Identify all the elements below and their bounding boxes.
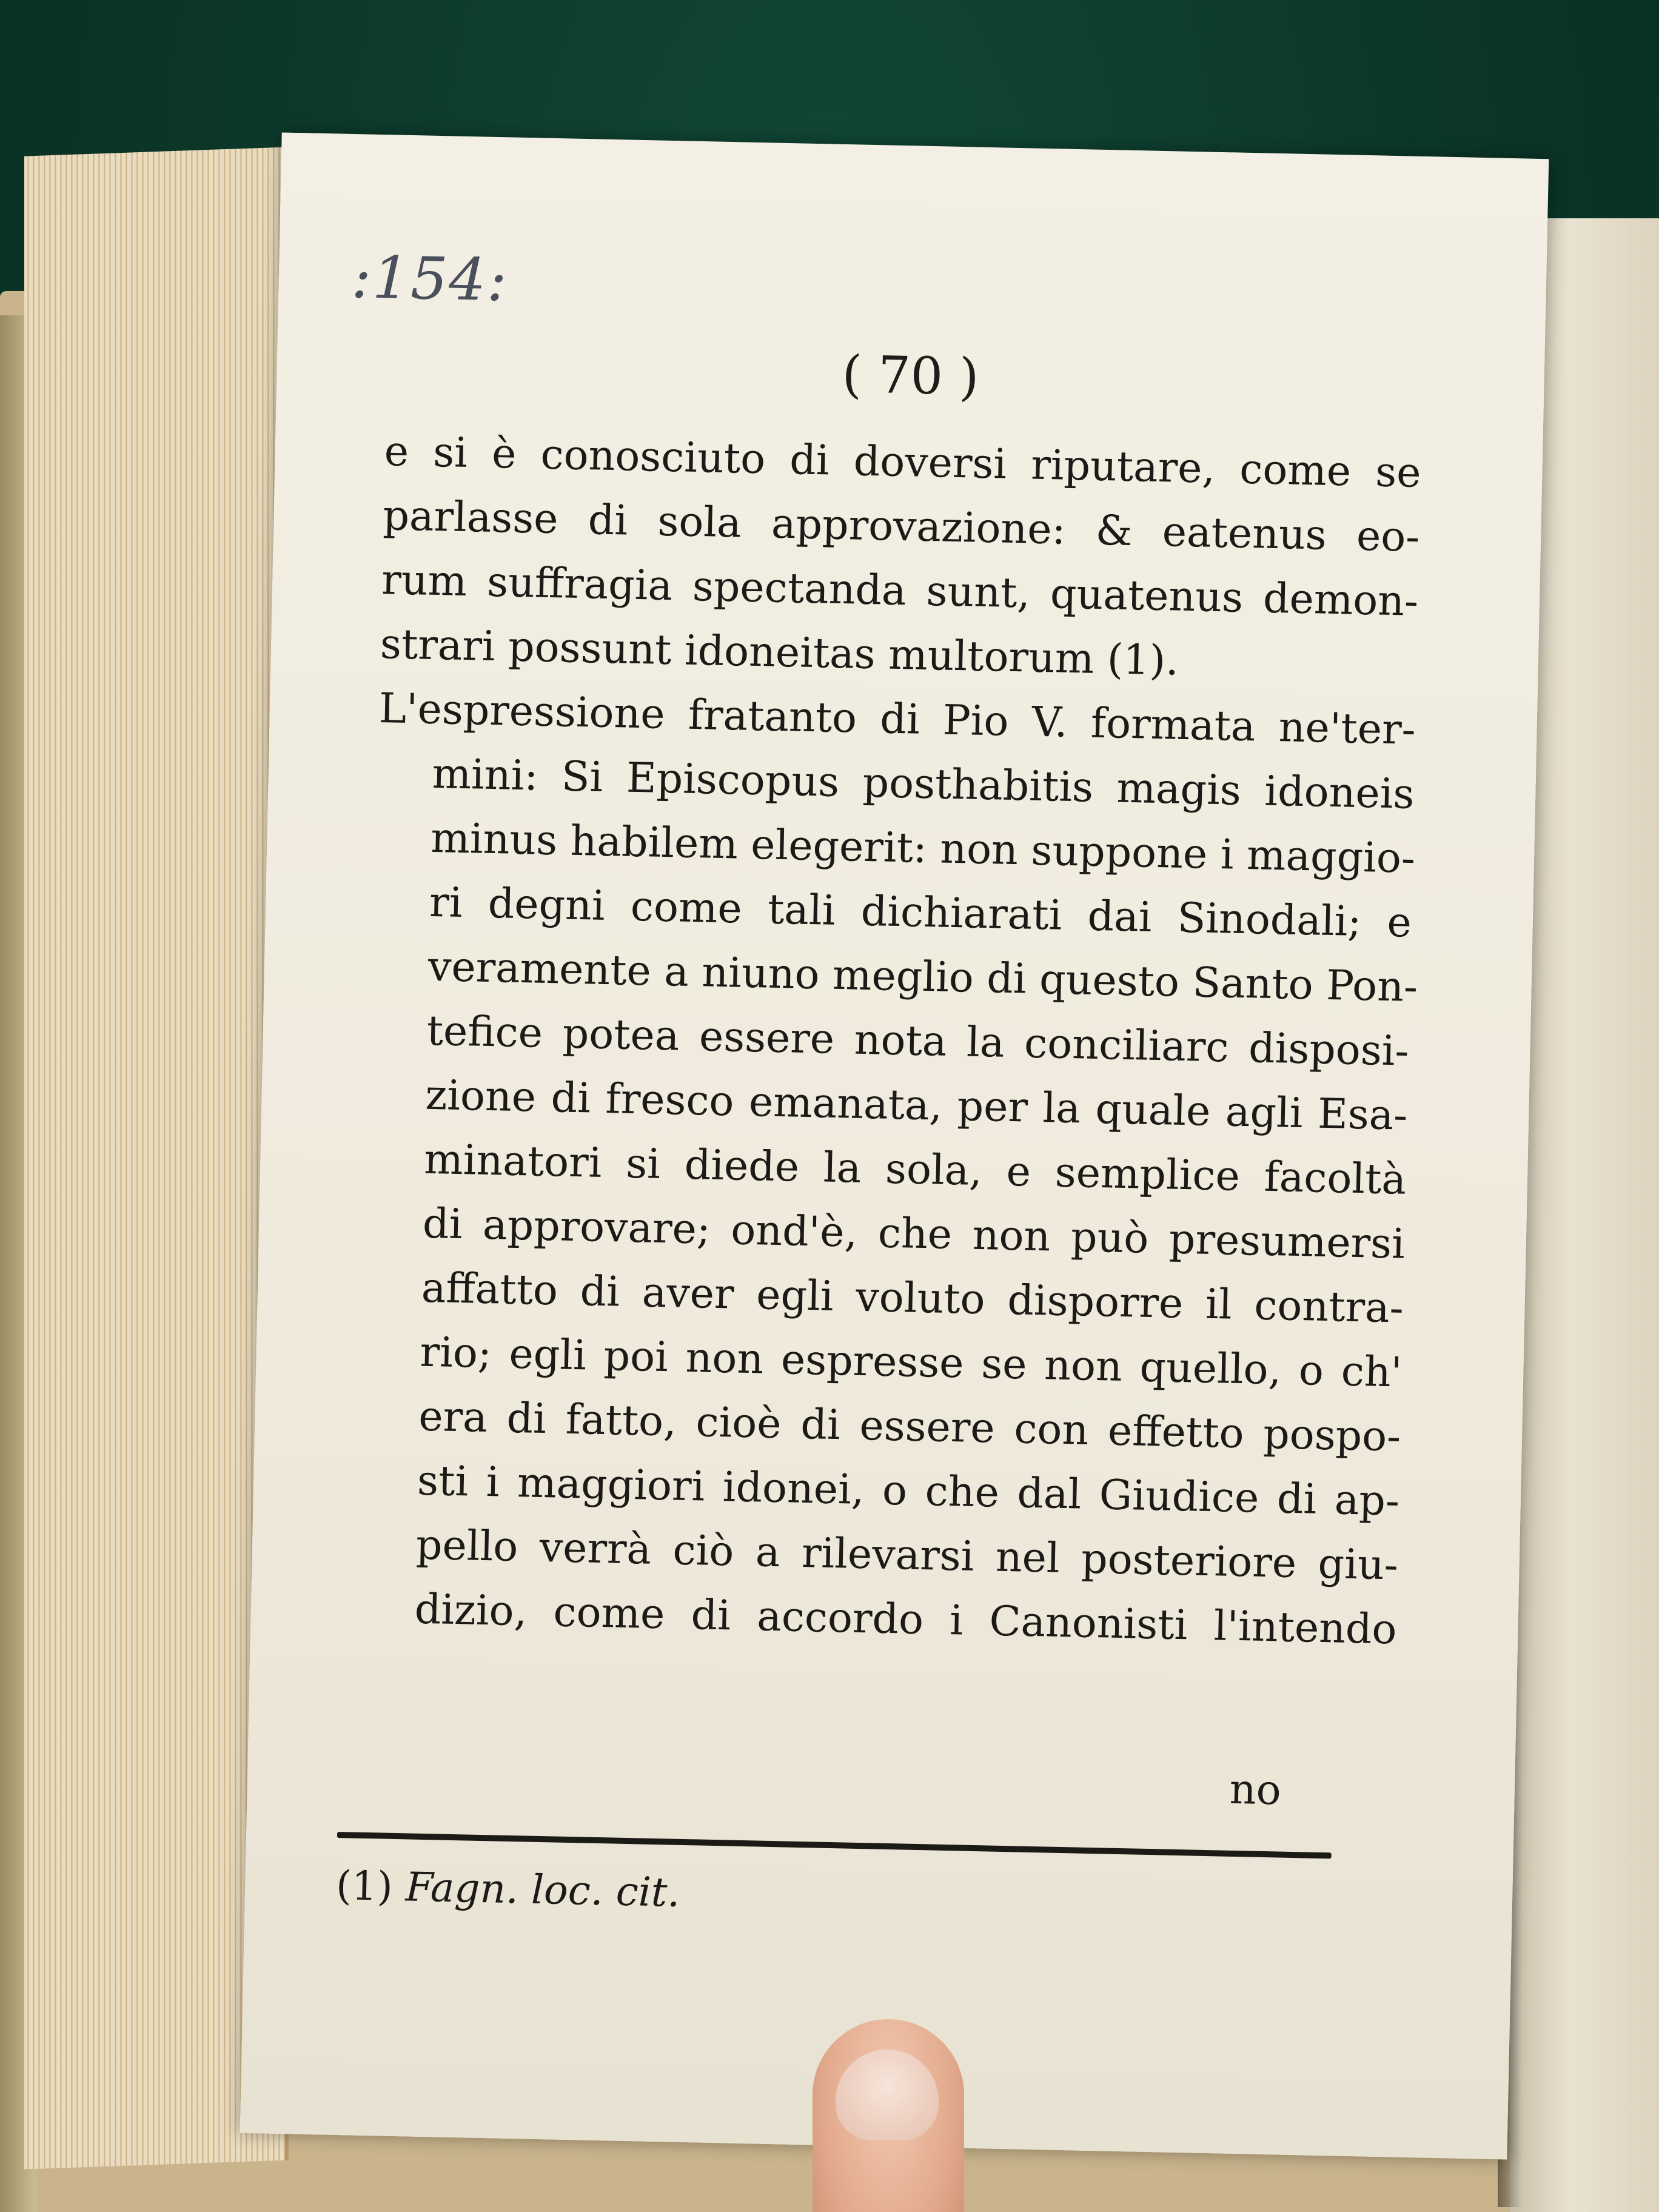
text-line: minus habilem elegerit: non suppone i maggio- <box>430 814 1416 883</box>
text-line: sti i maggiori idonei, o che dal Giudice di ap- <box>417 1456 1400 1526</box>
text-line: parlasse di sola approvazione: & eatenus eo- <box>382 492 1421 561</box>
page-number: ( 70 ) <box>841 344 980 407</box>
handwritten-pencil-note: :154: <box>350 243 509 315</box>
text-line: di approvare; ond'è, che non può presumersi <box>422 1199 1406 1269</box>
paragraph-start-line: L'espressione fratanto di Pio V. formata ne'ter- <box>378 685 1416 754</box>
footnote-mark: (1) <box>335 1862 394 1910</box>
body-text <box>360 420 1422 1662</box>
text-line: pello verrà ciò a rilevarsi nel posteriore giu- <box>415 1521 1399 1590</box>
text-line: veramente a niuno meglio di questo Santo Pon- <box>427 942 1418 1012</box>
catchword: no <box>1229 1765 1282 1815</box>
footnote-text: Fagn. loc. cit. <box>404 1863 681 1916</box>
footnote-rule <box>337 1832 1332 1858</box>
text-line: e si è conosciuto di doversi riputare, come se <box>383 427 1422 497</box>
text-line: ri degni come tali dichiarati dai Sinodali; e <box>429 878 1412 947</box>
text-line: affatto di aver egli voluto disporre il contra- <box>421 1264 1404 1333</box>
text-line: dizio, come di accordo i Canonisti l'intendo <box>414 1585 1398 1654</box>
text-line: rio; egli poi non espresse se non quello, o ch' <box>419 1328 1403 1397</box>
text-line: strari possunt idoneitas multorum (1). <box>380 620 1179 685</box>
text-line: zione di fresco emanata, per la quale agli Esa- <box>424 1071 1409 1140</box>
text-line: era di fatto, cioè di essere con effetto pospo- <box>418 1392 1401 1461</box>
printed-page <box>240 132 1549 2159</box>
footnote <box>335 1862 680 1916</box>
text-line: mini: Si Episcopus posthabitis magis idoneis <box>431 749 1415 819</box>
text-line: minatori si diede la sola, e semplice facoltà <box>423 1135 1407 1204</box>
text-line: tefice potea essere nota la conciliarc disposi- <box>426 1007 1410 1076</box>
text-line: rum suffragia spectanda sunt, quatenus demon- <box>381 556 1419 626</box>
